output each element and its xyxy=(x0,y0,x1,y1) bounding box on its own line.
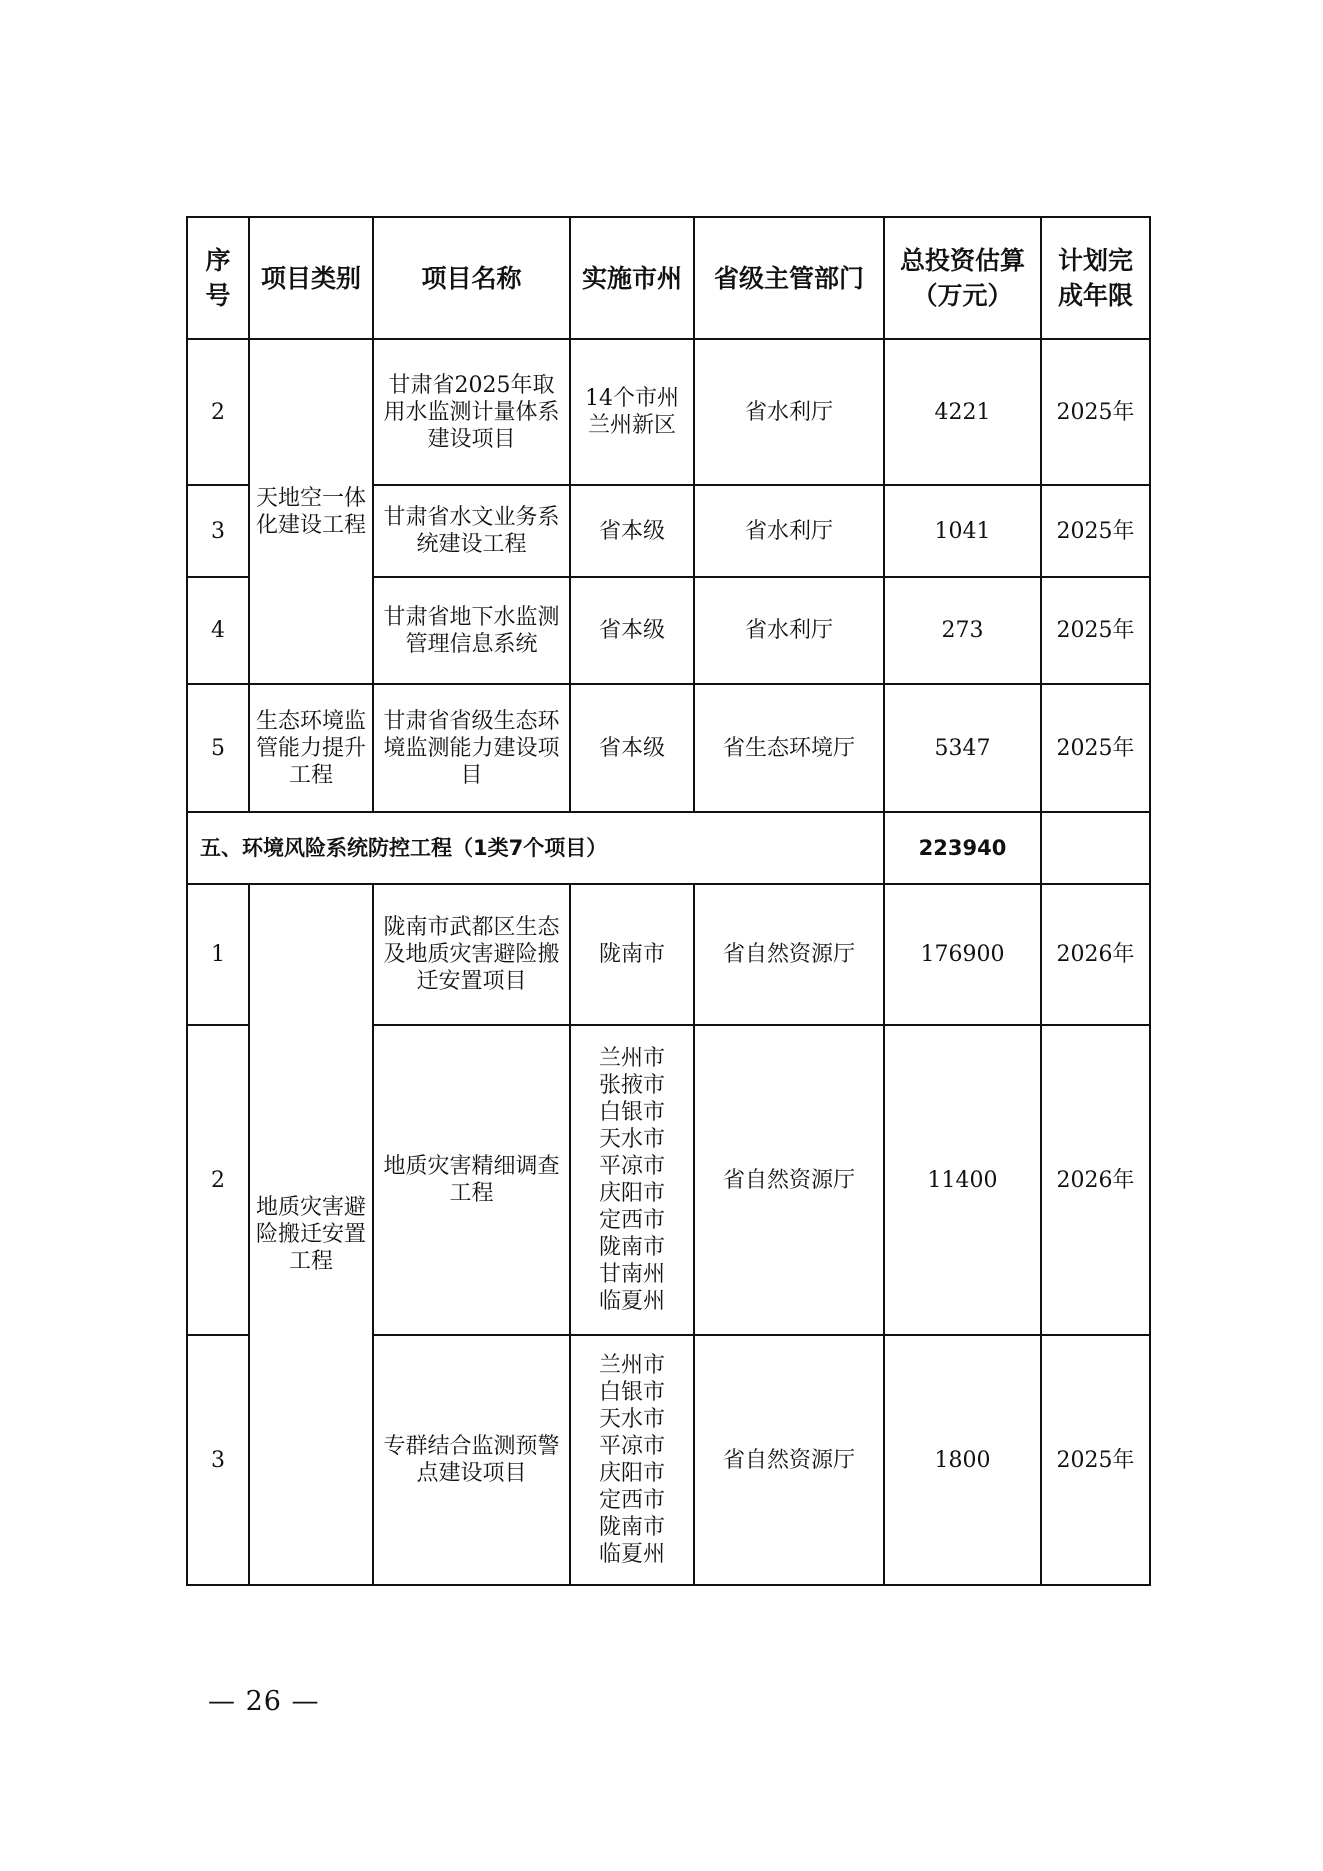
cell-project-name: 甘肃省省级生态环境监测能力建设项目 xyxy=(373,684,570,812)
header-name: 项目名称 xyxy=(373,217,570,339)
city-item: 甘南州 xyxy=(598,1262,665,1287)
city-item: 庆阳市 xyxy=(598,1181,665,1206)
cell-project-name: 甘肃省2025年取用水监测计量体系建设项目 xyxy=(373,339,570,485)
cell-dept: 省水利厅 xyxy=(694,577,884,684)
cell-seq: 3 xyxy=(187,1335,249,1585)
table-row xyxy=(187,339,1150,485)
project-table xyxy=(186,216,1151,1586)
cell-investment: 11400 xyxy=(884,1025,1041,1335)
city-item: 平凉市 xyxy=(598,1434,665,1459)
cell-city: 14个市州兰州新区 xyxy=(570,339,694,485)
cell-deadline: 2025年 xyxy=(1041,1335,1150,1585)
header-city: 实施市州 xyxy=(570,217,694,339)
cell-project-name: 陇南市武都区生态及地质灾害避险搬迁安置项目 xyxy=(373,884,570,1025)
cell-city-list xyxy=(570,1335,694,1585)
section-empty-cell xyxy=(1041,812,1150,884)
cell-dept: 省水利厅 xyxy=(694,485,884,577)
page-number: — 26 — xyxy=(208,1686,320,1717)
cell-seq: 2 xyxy=(187,339,249,485)
city-item: 天水市 xyxy=(598,1127,665,1152)
city-item: 天水市 xyxy=(598,1407,665,1432)
section-title: 五、环境风险系统防控工程（1类7个项目） xyxy=(187,812,884,884)
cell-city-list xyxy=(570,1025,694,1335)
city-item: 定西市 xyxy=(598,1488,665,1513)
table-row xyxy=(187,884,1150,1025)
city-item: 兰州市 xyxy=(598,1046,665,1071)
cell-investment: 5347 xyxy=(884,684,1041,812)
cell-dept: 省自然资源厅 xyxy=(694,884,884,1025)
city-item: 陇南市 xyxy=(598,1515,665,1540)
cell-dept: 省水利厅 xyxy=(694,339,884,485)
cell-deadline: 2025年 xyxy=(1041,485,1150,577)
cell-investment: 4221 xyxy=(884,339,1041,485)
city-item: 定西市 xyxy=(598,1208,665,1233)
cell-dept: 省生态环境厅 xyxy=(694,684,884,812)
city-item: 庆阳市 xyxy=(598,1461,665,1486)
cell-investment: 1041 xyxy=(884,485,1041,577)
header-investment: 总投资估算（万元） xyxy=(884,217,1041,339)
cell-deadline: 2026年 xyxy=(1041,884,1150,1025)
cell-seq: 4 xyxy=(187,577,249,684)
city-item: 陇南市 xyxy=(598,1235,665,1260)
table-row xyxy=(187,684,1150,812)
cell-investment: 1800 xyxy=(884,1335,1041,1585)
cell-seq: 3 xyxy=(187,485,249,577)
cell-category: 生态环境监管能力提升工程 xyxy=(249,684,373,812)
cell-deadline: 2025年 xyxy=(1041,577,1150,684)
cell-city: 省本级 xyxy=(570,485,694,577)
cell-seq: 1 xyxy=(187,884,249,1025)
header-deadline: 计划完成年限 xyxy=(1041,217,1150,339)
cell-project-name: 专群结合监测预警点建设项目 xyxy=(373,1335,570,1585)
cell-investment: 176900 xyxy=(884,884,1041,1025)
header-row xyxy=(187,217,1150,339)
cell-city: 省本级 xyxy=(570,577,694,684)
cell-category: 地质灾害避险搬迁安置工程 xyxy=(249,884,373,1585)
section-total: 223940 xyxy=(884,812,1041,884)
cell-investment: 273 xyxy=(884,577,1041,684)
cell-project-name: 甘肃省地下水监测管理信息系统 xyxy=(373,577,570,684)
header-dept: 省级主管部门 xyxy=(694,217,884,339)
cell-deadline: 2026年 xyxy=(1041,1025,1150,1335)
cell-dept: 省自然资源厅 xyxy=(694,1335,884,1585)
cell-seq: 5 xyxy=(187,684,249,812)
section-row xyxy=(187,812,1150,884)
cell-project-name: 甘肃省水文业务系统建设工程 xyxy=(373,485,570,577)
city-item: 临夏州 xyxy=(598,1289,665,1314)
cell-dept: 省自然资源厅 xyxy=(694,1025,884,1335)
city-item: 白银市 xyxy=(598,1380,665,1405)
city-item: 平凉市 xyxy=(598,1154,665,1179)
city-item: 张掖市 xyxy=(598,1073,665,1098)
cell-city: 省本级 xyxy=(570,684,694,812)
header-category: 项目类别 xyxy=(249,217,373,339)
city-item: 白银市 xyxy=(598,1100,665,1125)
city-item: 临夏州 xyxy=(598,1542,665,1567)
header-seq: 序号 xyxy=(187,217,249,339)
city-item: 兰州市 xyxy=(598,1353,665,1378)
cell-category: 天地空一体化建设工程 xyxy=(249,339,373,684)
cell-deadline: 2025年 xyxy=(1041,339,1150,485)
cell-seq: 2 xyxy=(187,1025,249,1335)
cell-deadline: 2025年 xyxy=(1041,684,1150,812)
cell-city: 陇南市 xyxy=(570,884,694,1025)
cell-project-name: 地质灾害精细调查工程 xyxy=(373,1025,570,1335)
